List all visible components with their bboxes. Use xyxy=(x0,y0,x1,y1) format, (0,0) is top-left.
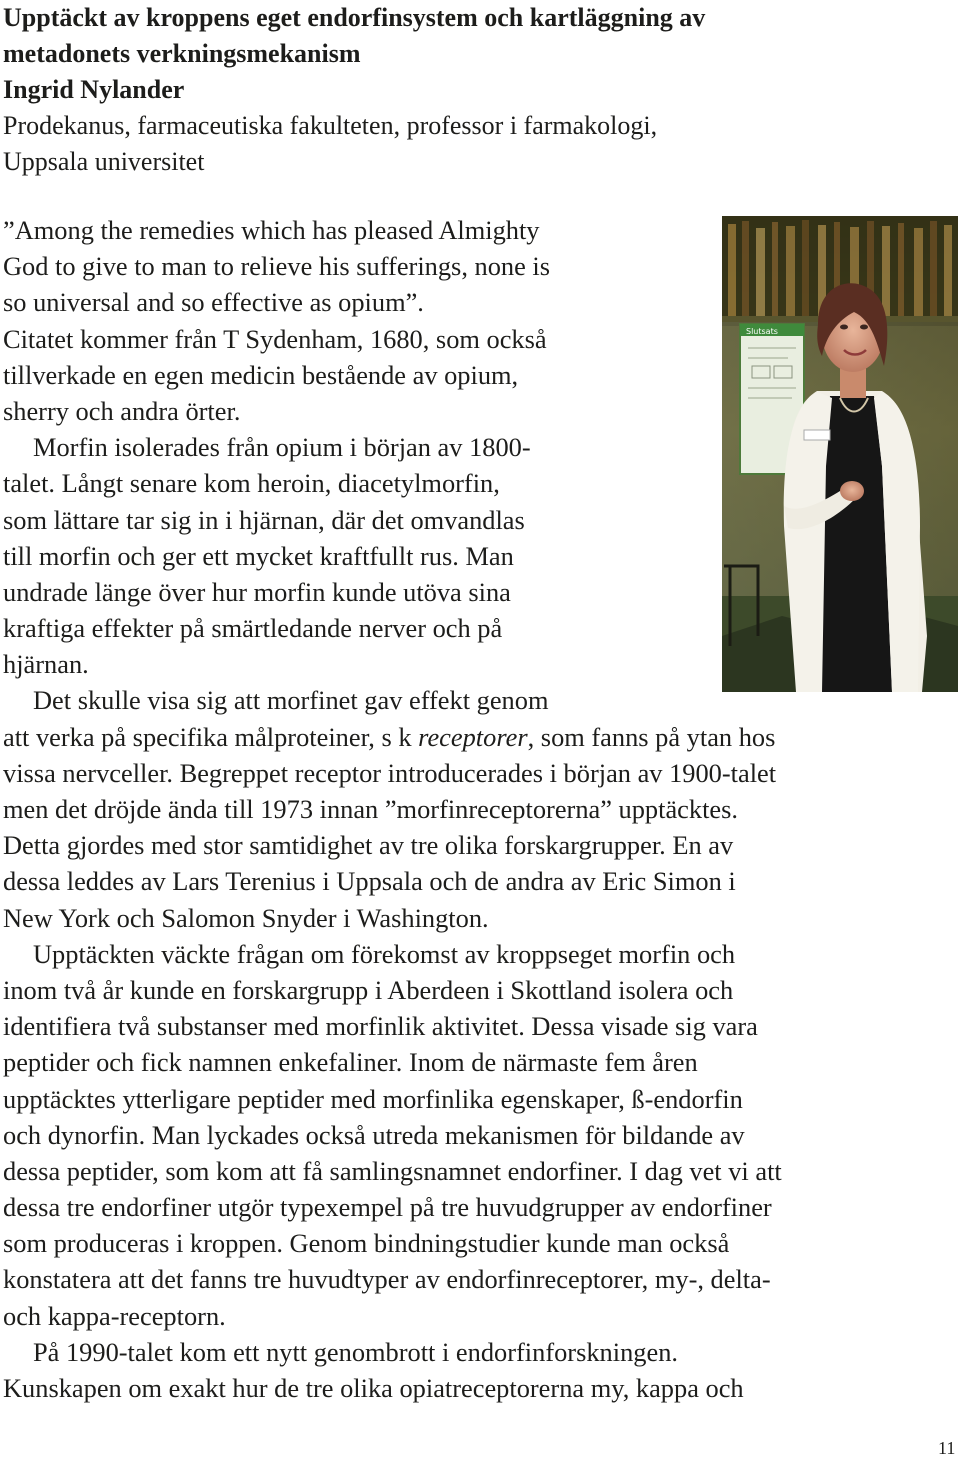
article-title-line: Upptäckt av kroppens eget endorfinsystem och kartläggning av xyxy=(3,3,706,32)
text-line: dessa peptider, som kom att få samlingsnamnet endorfiner. I dag vet vi att xyxy=(3,1155,782,1186)
text-line: Upptäckten väckte frågan om förekomst av kroppseget morfin och xyxy=(33,938,736,969)
text-fragment: , som fanns på ytan hos xyxy=(527,721,776,752)
text-line: peptider och fick namnen enkefaliner. Inom de närmaste fem åren xyxy=(3,1047,698,1078)
text-line: till morfin och ger ett mycket kraftfullt rus. Man xyxy=(3,540,514,571)
text-line: talet. Långt senare kom heroin, diacetylmorfin, xyxy=(3,468,500,499)
text-line: som lättare tar sig in i hjärnan, där det omvandlas xyxy=(3,504,525,535)
text-line: Kunskapen om exakt hur de tre olika opiatreceptorerna my, kappa och xyxy=(3,1373,744,1403)
text-line: New York och Salomon Snyder i Washington. xyxy=(3,902,489,933)
text-line: tillverkade en egen medicin bestående av opium, xyxy=(3,359,519,390)
text-line: upptäcktes ytterligare peptider med morfinlika egenskaper, ß-endorfin xyxy=(3,1083,743,1114)
text-line xyxy=(3,719,958,755)
article-heading xyxy=(3,0,953,180)
text-line: och kappa-receptorn. xyxy=(3,1300,226,1331)
text-line: dessa leddes av Lars Terenius i Uppsala och de andra av Eric Simon i xyxy=(3,866,736,897)
text-line: inom två år kunde en forskargrupp i Aberdeen i Skottland isolera och xyxy=(3,974,734,1005)
text-line: dessa tre endorfiner utgör typexempel på tre huvudgrupper av endorfiner xyxy=(3,1192,772,1223)
author-affiliation: Uppsala universitet xyxy=(3,147,205,176)
text-line: Citatet kommer från T Sydenham, 1680, som också xyxy=(3,323,547,354)
author-affiliation: Prodekanus, farmaceutiska fakulteten, professor i farmakologi, xyxy=(3,111,658,140)
text-line: men det dröjde ända till 1973 innan ”morfinreceptorerna” upptäcktes. xyxy=(3,794,738,824)
text-line: och dynorfin. Man lyckades också utreda mekanismen för bildande av xyxy=(3,1119,745,1150)
text-line: ”Among the remedies which has pleased Almighty xyxy=(3,215,540,245)
text-line: undrade länge över hur morfin kunde utöva sina xyxy=(3,576,511,607)
text-line: sherry och andra örter. xyxy=(3,395,241,426)
text-line: Morfin isolerades från opium i början av 1800- xyxy=(33,432,531,463)
emphasized-term: receptorer xyxy=(418,721,528,752)
author-name: Ingrid Nylander xyxy=(3,75,185,104)
article-title-line: metadonets verkningsmekanism xyxy=(3,39,361,68)
page-number: 11 xyxy=(938,1438,956,1458)
text-line: På 1990-talet kom ett nytt genombrott i endorfinforskningen. xyxy=(33,1336,678,1367)
text-line: som produceras i kroppen. Genom bindningstudier kunde man också xyxy=(3,1228,730,1259)
text-line: God to give to man to relieve his sufferings, none is xyxy=(3,251,551,282)
poster-label: Slutsats xyxy=(746,327,778,336)
text-line: vissa nervceller. Begreppet receptor introducerades i början av 1900-talet xyxy=(3,757,777,788)
text-line: so universal and so effective as opium”. xyxy=(3,287,424,318)
text-line: kraftiga effekter på smärtledande nerver och på xyxy=(3,613,503,644)
text-line: Det skulle visa sig att morfinet gav effekt genom xyxy=(33,685,549,716)
text-line: Detta gjordes med stor samtidighet av tre olika forskargrupper. En av xyxy=(3,830,734,861)
text-line: identifiera två substanser med morfinlik aktivitet. Dessa visade sig vara xyxy=(3,1011,758,1042)
text-fragment: att verka på specifika målproteiner, s k xyxy=(3,721,419,752)
text-line: hjärnan. xyxy=(3,649,89,680)
text-line: konstatera att det fanns tre huvudtyper av endorfinreceptorer, my-, delta- xyxy=(3,1264,771,1295)
article-body xyxy=(3,212,958,1406)
